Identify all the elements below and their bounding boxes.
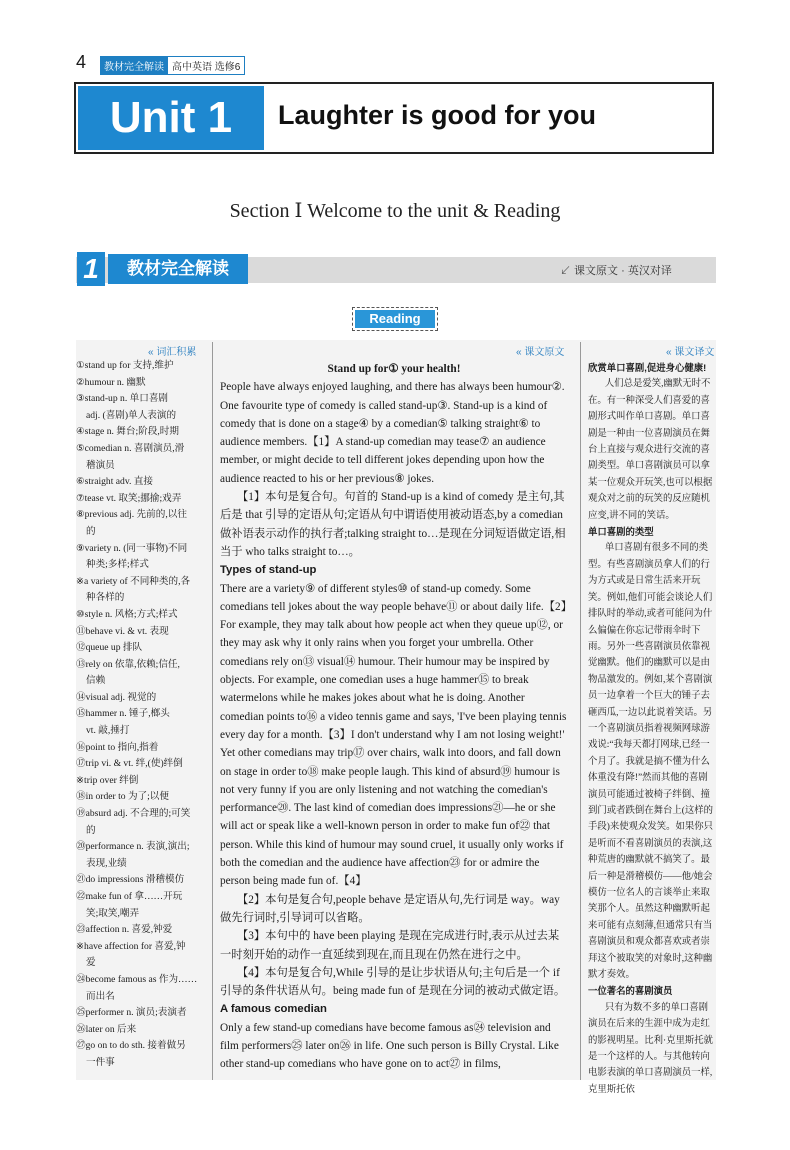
vocab-item: 笑;取笑,嘲弄 — [86, 907, 140, 919]
vocab-item: ⑪behave vi. & vt. 表现 — [76, 625, 169, 637]
vocab-item: ⑬rely on 依靠,依赖;信任, — [76, 658, 180, 670]
vocab-item: 一件事 — [86, 1056, 115, 1068]
original-text — [220, 360, 568, 1074]
banner-number: 1 — [77, 252, 105, 286]
original-paragraph: Stand up for① your health! — [327, 363, 461, 375]
vocab-item: vt. 敲,捶打 — [86, 725, 130, 737]
original-paragraph: 【3】本句中的 have been playing 是现在完成进行时,表示从过去某一时刻开始的动作一直延续到现在,而且现在仍然在进行之中。 — [220, 930, 560, 961]
vocab-item: ※a variety of 不同种类的,各 — [76, 575, 191, 587]
vocab-item: ⑳performance n. 表演,演出; — [76, 841, 190, 853]
vocab-item: ⑦tease vt. 取笑;挪揄;戏弄 — [76, 492, 182, 504]
header-tag-subject: 高中英语 选修6 — [168, 56, 245, 75]
translation-column-head: « 课文译文 — [666, 347, 715, 358]
vocab-item: 的 — [86, 525, 96, 537]
reading-label-text: Reading — [355, 310, 435, 328]
original-paragraph: Only a few stand-up comedians have become famous as㉔ television and film performers㉕ later on㉖ in life. One such person is Billy Crystal. Like other stand-up comedians who have gone on to act㉗ in films, — [220, 1021, 559, 1071]
translation-paragraph: 单口喜剧有很多不同的类型。有些喜剧演员拿人们的行为方式或是日常生活来开玩笑。例如,他们可能会谈论人们排队时的举动,或者可能问为什么偏偏在你忘记带雨伞时下雨。另外一些喜剧演员依靠视觉幽默。他们的幽默可以是由物品激发的。例如,某个喜剧演员一边拿着一个巨大的锤子去砸西瓜,一边以此说着笑话。另一个喜剧演员指着视频网球游戏说:“我每天都打网球,已经一个月了。我就是搞不懂为什么体重没有降!”然而其他的喜剧演员可能通过被椅子绊倒、撞到门或者跌倒在舞台上(这样的手段)来使观众发笑。如果你只是听而不看喜剧演员的表演,这种荒唐的幽默就不搞笑了。最后一种是滑稽模仿——他/她会模仿一位名人的言谈举止来取笑那个人。虽然这种幽默听起来可能有点刻薄,但通常只有当喜剧演员和观众都喜欢或者崇拜这个被取笑的对象时,这种幽默才奏效。 — [588, 543, 713, 981]
original-paragraph: 【2】本句是复合句,people behave 是定语从句,先行词是 way。way 做先行词时,引导词可以省略。 — [220, 893, 560, 924]
vocab-item: 种各样的 — [86, 592, 125, 604]
vocab-item: ㉒make fun of 拿……开玩 — [76, 891, 183, 902]
vocab-item: adj. (喜剧)单人表演的 — [86, 409, 177, 421]
original-column-head: « 课文原文 — [516, 347, 565, 358]
vocab-item: ③stand-up n. 单口喜剧 — [76, 393, 169, 405]
column-divider-right — [580, 342, 581, 1080]
original-paragraph: There are a variety⑨ of different styles⑩ of stand-up comedy. Some comedians tell jokes about the way people behave⑪ or about daily life.【2】For example, they may talk about how people act when they queue up⑫, or they may ask why it only rains when you forget your umbrella. Other comedians rely on⑬ visual⑭ humour. Their humour may be inspired by objects. For example, one comedian uses a huge hammer⑮ to break watermelons while he makes jokes about what he is doing. Another comedian points to⑯ a video tennis game and says, 'I've been playing tennis every day for a month.【3】I don't understand why I am not losing weight!' Yet other comedians may trip⑰ over chairs, walk into doors, and fall down on stage in order to⑱ make people laugh. This kind of absurd⑲ humour is not very funny if you are only listening and not watching the comedian's performance⑳. The last kind of comedian does impressions㉑—he or she will act or speak like a well-known person in order to make fun of㉒ that person. While this kind of humour may sound cruel, it usually only works if both the comedian and the audience have affection㉓ for or admire the person being made fun of.【4】 — [220, 582, 567, 888]
original-paragraph: People have always enjoyed laughing, and there has always been humour②. One favourite type of comedy is called stand-up③. Stand-up is a kind of comedy that is done on a stage④ by a comedian⑤ talking straight⑥ to audience members.【1】A stand-up comedian may tease⑦ an audience member, or might decide to tell different jokes depending upon how the audience reacted to his or her previous⑧ jokes. — [220, 381, 565, 485]
original-paragraph: Types of stand-up — [220, 564, 317, 577]
translation-paragraph: 一位著名的喜剧演员 — [588, 985, 673, 997]
translation-paragraph: 只有为数不多的单口喜剧演员在后来的生涯中成为走红的影视明星。比利·克里斯托就是一个这样的人。与其他转向电影表演的单口喜剧演员一样,克里斯托依 — [588, 1002, 713, 1095]
banner-title: 教材完全解读 — [108, 254, 248, 284]
vocab-item: ㉖later on 后来 — [76, 1023, 137, 1035]
vocab-item: ⑧previous adj. 先前的,以往 — [76, 509, 187, 521]
vocab-item: ⑩style n. 风格;方式;样式 — [76, 608, 178, 620]
vocab-item: ㉑do impressions 滑稽模仿 — [76, 874, 185, 886]
original-paragraph: 【1】本句是复合句。句首的 Stand-up is a kind of comedy 是主句,其后是 that 引导的定语从句;定语从句中谓语使用被动语态,by a comedian 做补语表示动作的执行者;talking straight to…是现在分词短语做定语,相当于 who talks straight to…。 — [220, 491, 566, 558]
vocab-item: ⑨variety n. (同一事物)不同 — [76, 542, 188, 554]
original-paragraph: 【4】本句是复合句,While 引导的是让步状语从句;主句后是一个 if 引导的条件状语从句。being made fun of 是现在分词的被动式做定语。 — [220, 966, 566, 998]
vocab-item: 爱 — [86, 957, 96, 969]
vocab-item: ⑲absurd adj. 不合理的;可笑 — [76, 808, 191, 820]
vocab-column-head: « 词汇积累 — [148, 347, 197, 358]
translation-paragraph: 单口喜剧的类型 — [588, 526, 654, 538]
banner-subtitle: ↙ 课文原文 · 英汉对译 — [560, 265, 672, 277]
vocab-item: ②humour n. 幽默 — [76, 376, 146, 388]
reading-label — [352, 307, 438, 331]
unit-title: Laughter is good for you — [278, 100, 596, 130]
unit-label: Unit 1 — [109, 93, 233, 142]
vocab-item: 种类;多样;样式 — [86, 559, 149, 571]
vocab-item: ⑥straight adv. 直接 — [76, 476, 153, 488]
page-number: 4 — [76, 52, 87, 72]
vocab-item: 表现,业绩 — [86, 857, 127, 869]
header-tag-book: 教材完全解读 — [100, 56, 168, 75]
translation-text — [588, 360, 716, 1098]
vocab-list — [76, 358, 206, 1072]
vocab-item: ①stand up for 支持,维护 — [76, 360, 174, 371]
translation-paragraph: 人们总是爱笑,幽默无时不在。有一种深受人们喜爱的喜剧形式叫作单口喜剧。单口喜剧是一种由一位喜剧演员在舞台上直接与观众进行交流的喜剧类型。单口喜剧演员可以拿某一位观众开玩笑,也可以根据观众对之前的玩笑的反应随机应变,讲不同的笑话。 — [588, 379, 713, 521]
vocab-item: ※have affection for 喜爱,钟 — [76, 940, 186, 952]
translation-paragraph: 欣赏单口喜剧,促进身心健康! — [588, 362, 707, 373]
vocab-item: ⑤comedian n. 喜剧演员,滑 — [76, 442, 185, 454]
running-header — [100, 56, 245, 75]
column-divider-left — [212, 342, 213, 1080]
vocab-item: ⑯point to 指向,指着 — [76, 741, 159, 753]
vocab-item: ④stage n. 舞台;阶段,时期 — [76, 426, 179, 438]
vocab-item: ㉔become famous as 作为…… — [76, 973, 198, 985]
vocab-item: ⑭visual adj. 视觉的 — [76, 691, 157, 703]
vocab-item: ㉕performer n. 演员;表演者 — [76, 1007, 187, 1019]
original-paragraph: A famous comedian — [220, 1003, 327, 1016]
section-title: Section Ⅰ Welcome to the unit & Reading — [229, 200, 561, 222]
vocab-item: 稽演员 — [86, 459, 115, 471]
vocab-item: ⑮hammer n. 锤子,榔头 — [76, 708, 170, 720]
vocab-item: ⑱in order to 为了;以便 — [76, 791, 169, 803]
vocab-item: ⑫queue up 排队 — [76, 642, 143, 654]
vocab-item: ㉗go on to do sth. 接着做另 — [76, 1040, 186, 1052]
vocab-item: ⑰trip vi. & vt. 绊,(使)绊倒 — [76, 758, 183, 770]
vocab-item: ※trip over 绊倒 — [76, 774, 139, 786]
vocab-item: 信赖 — [86, 675, 106, 687]
vocab-item: 而出名 — [86, 990, 115, 1002]
vocab-item: 的 — [86, 824, 96, 836]
vocab-item: ㉓affection n. 喜爱,钟爱 — [76, 924, 173, 936]
